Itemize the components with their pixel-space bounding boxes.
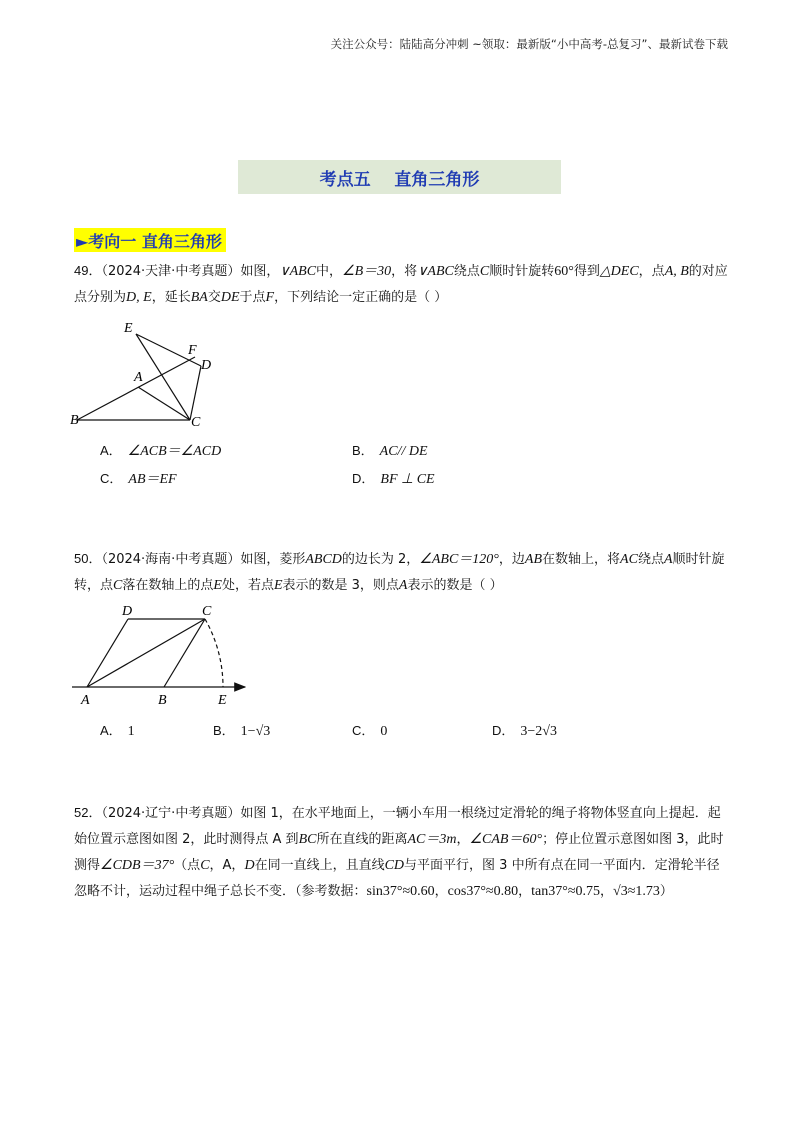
fig49-label-B: B — [70, 413, 79, 428]
fig49-label-C: C — [191, 415, 201, 430]
fig50-label-A: A — [81, 693, 90, 708]
question-49-text: 49．（2024·天津·中考真题）如图，∨ABC中，∠B＝30，将∨ABC绕点C顺时针旋转60°得到△DEC，点A, B的对应点分别为D, E，延长BA交DE于点F，下列结论一定正确的是（ ） — [74, 263, 728, 305]
figure-49 — [60, 312, 230, 432]
section-title: 考点五 直角三角形 — [238, 160, 561, 194]
q49-option-a[interactable]: A． ∠ACB＝∠ACD — [100, 443, 222, 459]
question-52-text: 52．（2024·辽宁·中考真题）如图 1，在水平地面上，一辆小车用一根绕过定滑轮的绳子将物体竖直向上提起．起始位置示意图如图 2，此时测得点 A 到BC所在直线的距离AC＝3m，∠CAB＝60°；停止位置示意图如图 3，此时测得∠CDB＝37°（点C，A，D在同一直线上，且直线CD与平面平行，图 3 中所有点在同一平面内．定滑轮半径忽略不计，运动过程中绳子总长不变．（参考数据：sin37°≈0.60，cos37°≈0.80，tan37°≈0.75，√3≈1.73） — [74, 805, 724, 899]
fig49-label-D: D — [201, 358, 212, 373]
subsection-title: ►考向一 直角三角形 — [74, 228, 226, 252]
page-header: 关注公众号：陆陆高分冲刺 ~领取：最新版“小中高考-总复习”、最新试卷下载 — [330, 37, 728, 51]
fig50-label-C: C — [202, 604, 212, 619]
q50-option-b[interactable]: B． 1−√3 — [213, 723, 271, 739]
fig49-label-E: E — [124, 321, 133, 336]
question-50-text: 50．（2024·海南·中考真题）如图，菱形ABCD的边长为 2，∠ABC＝120°，边AB在数轴上，将AC绕点A顺时针旋转，点C落在数轴上的点E处，若点E表示的数是 3，则点A表示的数是（ ） — [74, 551, 725, 593]
q49-option-d[interactable]: D． BF ⊥ CE — [352, 471, 435, 487]
fig49-label-A: A — [134, 370, 143, 385]
fig50-label-D: D — [122, 604, 133, 619]
fig50-label-E: E — [218, 693, 227, 708]
q50-option-c[interactable]: C． 0 — [352, 723, 388, 739]
q50-option-d[interactable]: D． 3−2√3 — [492, 723, 557, 739]
figure-50 — [60, 600, 260, 710]
q49-option-c[interactable]: C． AB＝EF — [100, 471, 177, 487]
fig49-label-F: F — [188, 343, 197, 358]
q50-option-a[interactable]: A． 1 — [100, 723, 135, 739]
q49-option-b[interactable]: B． AC// DE — [352, 443, 428, 459]
fig50-label-B: B — [158, 693, 167, 708]
